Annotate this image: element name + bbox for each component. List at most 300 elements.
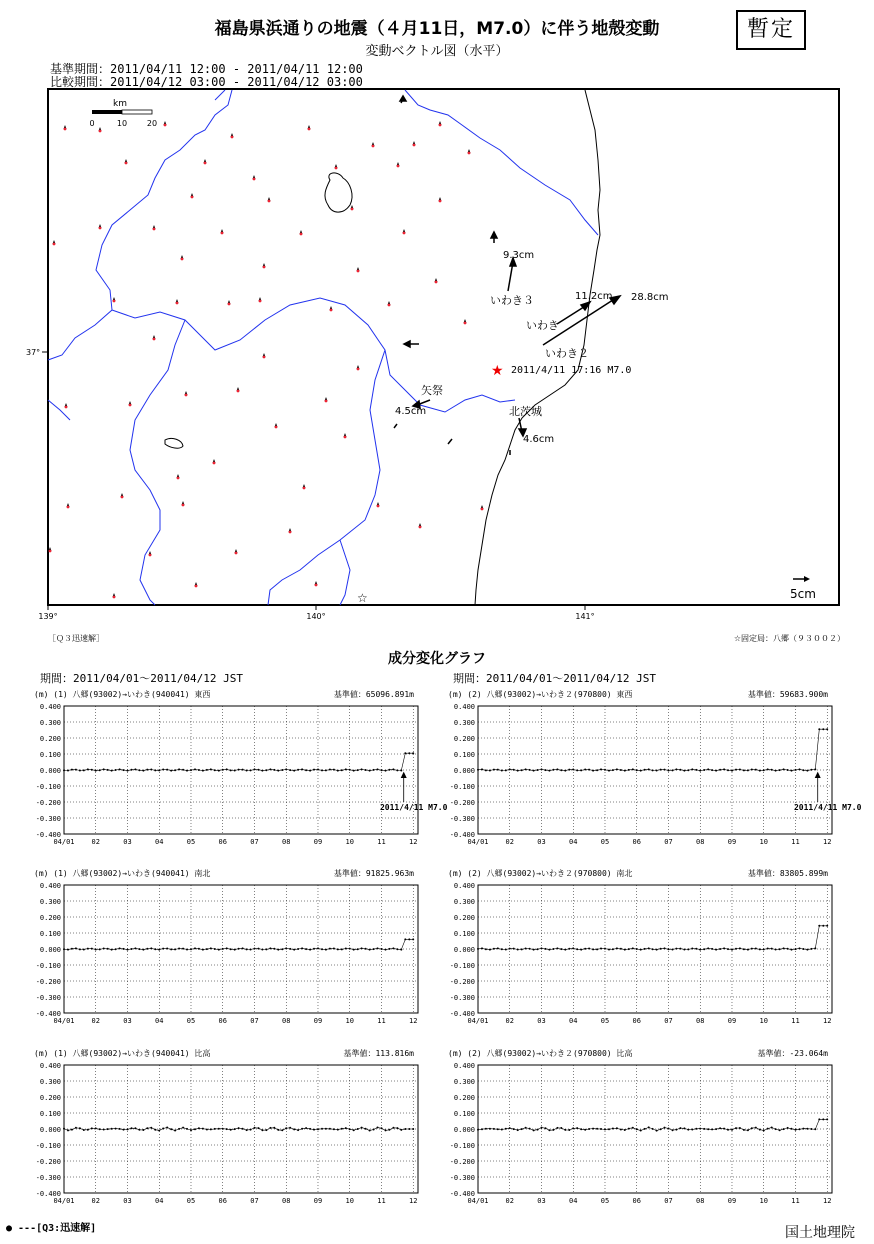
data-point [572, 947, 574, 949]
data-point [644, 1128, 646, 1130]
y-tick-label: 0.400 [453, 882, 475, 890]
station-dot [351, 208, 354, 211]
data-point [703, 769, 705, 771]
data-point [691, 768, 693, 770]
data-point [779, 948, 781, 950]
data-point [763, 948, 765, 950]
data-point [202, 770, 204, 772]
data-point [822, 925, 824, 927]
data-point [505, 769, 507, 771]
data-point [289, 1127, 291, 1129]
data-point [329, 948, 331, 950]
data-point [822, 728, 824, 730]
station-dot [325, 400, 328, 403]
data-point [103, 768, 105, 770]
data-point [301, 1128, 303, 1130]
x-tick-label: 10 [345, 838, 354, 846]
data-point [489, 949, 491, 951]
chart-reference-value: 基準値：113.816m [343, 1049, 414, 1058]
data-point [293, 1128, 295, 1130]
data-point [63, 948, 65, 950]
svg-text:139°: 139° [38, 612, 58, 621]
data-point [668, 1128, 670, 1130]
y-tick-label: 0.400 [453, 1062, 475, 1070]
data-point [747, 949, 749, 951]
data-point [628, 948, 630, 950]
data-point [636, 769, 638, 771]
data-point [412, 752, 414, 754]
svg-text:0: 0 [89, 119, 95, 128]
data-point [373, 948, 375, 950]
data-point [533, 949, 535, 951]
data-point [592, 948, 594, 950]
data-point [95, 770, 97, 772]
data-point [723, 768, 725, 770]
data-point [632, 947, 634, 949]
data-point [481, 768, 483, 770]
data-point [624, 949, 626, 951]
data-point [727, 769, 729, 771]
chart-iwaki2-ns [444, 865, 844, 1025]
data-point [123, 769, 125, 771]
data-point [337, 948, 339, 950]
epicenter-star-icon: ★ [491, 363, 504, 379]
station-dot [129, 404, 132, 407]
data-point [600, 1128, 602, 1130]
data-point [485, 1128, 487, 1130]
y-tick-label: -0.400 [449, 1010, 475, 1018]
data-point [719, 1127, 721, 1129]
data-point [182, 948, 184, 950]
data-point [584, 948, 586, 950]
data-point [687, 1129, 689, 1131]
data-point [529, 1128, 531, 1130]
data-point [111, 770, 113, 772]
data-point [608, 770, 610, 772]
data-point [277, 949, 279, 951]
y-tick-label: -0.200 [35, 1158, 61, 1166]
chart-title: (m) (1) 八郷(93002)→いわき(940041) 南北 [34, 869, 211, 878]
data-point [588, 948, 590, 950]
data-point [154, 1129, 156, 1131]
data-point [501, 1129, 503, 1131]
data-point [206, 769, 208, 771]
data-point [489, 1128, 491, 1130]
data-point [767, 948, 769, 950]
station-dot [330, 309, 333, 312]
data-point [194, 1128, 196, 1130]
y-tick-label: 0.200 [453, 735, 475, 743]
data-point [222, 948, 224, 950]
station-dot [228, 303, 231, 306]
data-point [198, 769, 200, 771]
x-tick-label: 06 [632, 1197, 641, 1205]
data-point [373, 769, 375, 771]
graphs-title: 成分変化グラフ [388, 651, 486, 667]
data-point [612, 1128, 614, 1130]
y-tick-label: 0.100 [453, 930, 475, 938]
data-point [281, 769, 283, 771]
data-point [87, 768, 89, 770]
data-point [588, 769, 590, 771]
data-point [258, 948, 260, 950]
station-dot [204, 162, 207, 165]
data-point [170, 770, 172, 772]
data-point [400, 770, 402, 772]
y-tick-label: 0.200 [453, 914, 475, 922]
data-point [477, 948, 479, 950]
data-point [652, 1128, 654, 1130]
x-tick-label: 11 [791, 838, 800, 846]
data-point [250, 1129, 252, 1131]
chart-title: (m) (2) 八郷(93002)→いわき２(970800) 南北 [448, 869, 633, 878]
x-tick-label: 12 [823, 1197, 832, 1205]
station-dot [235, 552, 238, 555]
y-tick-label: 0.100 [39, 1110, 61, 1118]
data-point [281, 1129, 283, 1131]
chart-reference-value: 基準値：83805.899m [747, 869, 828, 878]
station-dot [64, 128, 67, 131]
data-point [763, 769, 765, 771]
data-point [333, 948, 335, 950]
data-point [588, 1128, 590, 1130]
data-point [305, 1127, 307, 1129]
station-dot [388, 304, 391, 307]
chart-reference-value: 基準値：65096.891m [333, 690, 414, 699]
annotation-label: 2011/4/11 M7.0 [793, 803, 862, 812]
station-disp-yamatsuri: 4.5cm [395, 406, 427, 417]
data-point [505, 1128, 507, 1130]
x-tick-label: 04/01 [467, 1197, 489, 1205]
data-point [222, 769, 224, 771]
data-point [321, 1128, 323, 1130]
data-point [759, 1129, 761, 1131]
data-point [265, 769, 267, 771]
data-point [668, 948, 670, 950]
data-point [369, 1130, 371, 1132]
data-point [596, 948, 598, 950]
x-tick-label: 04/01 [53, 1197, 75, 1205]
station-dot [221, 232, 224, 235]
data-point [254, 1127, 256, 1129]
data-point [747, 769, 749, 771]
data-point [767, 1128, 769, 1130]
data-point [313, 948, 315, 950]
data-point [564, 1129, 566, 1131]
x-tick-label: 08 [282, 1197, 291, 1205]
y-tick-label: -0.300 [35, 994, 61, 1002]
data-point [385, 1129, 387, 1131]
data-point [783, 768, 785, 770]
data-point [385, 770, 387, 772]
data-point [576, 948, 578, 950]
data-point [134, 947, 136, 949]
data-point [396, 1127, 398, 1129]
data-point [580, 1128, 582, 1130]
data-point [525, 1127, 527, 1129]
data-point [683, 1127, 685, 1129]
x-tick-label: 02 [91, 1197, 100, 1205]
data-point [814, 947, 816, 949]
y-tick-label: 0.100 [39, 930, 61, 938]
station-dot [464, 322, 467, 325]
data-point [265, 948, 267, 950]
data-point [513, 948, 515, 950]
data-point [250, 769, 252, 771]
data-point [317, 769, 319, 771]
data-point [552, 948, 554, 950]
data-point [95, 1127, 97, 1129]
y-tick-label: 0.300 [453, 898, 475, 906]
data-point [596, 1128, 598, 1130]
data-point [214, 1128, 216, 1130]
data-point [285, 1127, 287, 1129]
compare-period: 比較期間：2011/04/12 03:00 - 2011/04/12 03:00 [50, 75, 363, 89]
y-tick-label: -0.100 [449, 1142, 475, 1150]
x-tick-label: 04/01 [467, 1017, 489, 1025]
data-point [556, 1127, 558, 1129]
data-point [501, 948, 503, 950]
data-point [325, 769, 327, 771]
data-point [604, 769, 606, 771]
station-dot [357, 270, 360, 273]
station-name-iwaki3: いわき３ [490, 294, 534, 307]
data-point [321, 769, 323, 771]
data-point [703, 948, 705, 950]
data-point [158, 949, 160, 951]
x-tick-label: 03 [123, 1197, 132, 1205]
fixed-station-note: ☆固定局：八郷（９３００２） [733, 634, 845, 643]
data-point [489, 770, 491, 772]
data-point [537, 769, 539, 771]
y-tick-label: -0.400 [449, 831, 475, 839]
data-point [751, 948, 753, 950]
station-dot [344, 436, 347, 439]
data-point [71, 1129, 73, 1131]
data-point [699, 949, 701, 951]
data-point [285, 947, 287, 949]
data-point [481, 1128, 483, 1130]
x-tick-label: 11 [377, 1197, 386, 1205]
data-point [162, 1128, 164, 1130]
x-tick-label: 04 [569, 1017, 578, 1025]
data-point [739, 1127, 741, 1129]
data-point [361, 768, 363, 770]
data-point [743, 769, 745, 771]
data-point [174, 1130, 176, 1132]
chart-title: (m) (1) 八郷(93002)→いわき(940041) 比高 [34, 1049, 211, 1058]
data-point [87, 1129, 89, 1131]
station-dot [263, 356, 266, 359]
data-point [791, 949, 793, 951]
data-point [743, 1129, 745, 1131]
data-point [672, 769, 674, 771]
data-point [67, 770, 69, 772]
data-point [497, 1128, 499, 1130]
data-point [301, 947, 303, 949]
station-dot [259, 300, 262, 303]
y-tick-label: -0.300 [35, 815, 61, 823]
x-tick-label: 03 [537, 1017, 546, 1025]
data-point [297, 1129, 299, 1131]
data-point [238, 948, 240, 950]
station-dot [315, 584, 318, 587]
data-point [537, 1129, 539, 1131]
data-point [660, 769, 662, 771]
x-tick-label: 08 [696, 1017, 705, 1025]
data-point [795, 948, 797, 950]
data-point [305, 948, 307, 950]
data-point [652, 948, 654, 950]
x-tick-label: 12 [409, 838, 418, 846]
y-tick-label: -0.200 [35, 978, 61, 986]
data-point [345, 1127, 347, 1129]
chart-reference-value: 基準値：91825.963m [333, 869, 414, 878]
y-tick-label: -0.200 [449, 799, 475, 807]
data-point [735, 1127, 737, 1129]
data-point [67, 949, 69, 951]
chart-reference-value: 基準値：-23.064m [757, 1049, 828, 1058]
data-point [763, 1130, 765, 1132]
data-point [683, 949, 685, 951]
y-tick-label: 0.100 [453, 751, 475, 759]
data-point [818, 925, 820, 927]
data-point [795, 769, 797, 771]
data-point [127, 770, 129, 772]
data-point [261, 1129, 263, 1131]
data-point [771, 769, 773, 771]
data-point [293, 949, 295, 951]
data-point [190, 769, 192, 771]
data-point [365, 948, 367, 950]
data-point [111, 949, 113, 951]
data-point [564, 949, 566, 951]
x-tick-label: 08 [696, 1197, 705, 1205]
data-point [218, 1128, 220, 1130]
data-point [127, 949, 129, 951]
station-dot [357, 368, 360, 371]
y-tick-label: 0.000 [39, 767, 61, 775]
data-point [341, 948, 343, 950]
data-point [751, 769, 753, 771]
y-tick-label: 0.400 [453, 703, 475, 711]
data-point [190, 1129, 192, 1131]
x-tick-label: 05 [600, 1017, 610, 1025]
provisional-badge: 暫定 [736, 10, 806, 50]
data-point [254, 768, 256, 770]
data-point [799, 1128, 801, 1130]
svg-text:10: 10 [116, 119, 128, 128]
x-tick-label: 09 [727, 1017, 737, 1025]
data-point [715, 1128, 717, 1130]
x-tick-label: 06 [218, 1197, 227, 1205]
data-point [818, 728, 820, 730]
y-tick-label: 0.300 [453, 1078, 475, 1086]
data-point [317, 947, 319, 949]
data-point [806, 770, 808, 772]
data-point [537, 948, 539, 950]
data-point [142, 770, 144, 772]
data-point [771, 948, 773, 950]
data-point [576, 1127, 578, 1129]
data-point [548, 1129, 550, 1131]
data-point [517, 1129, 519, 1131]
data-point [779, 769, 781, 771]
station-dot [263, 266, 266, 269]
data-point [349, 769, 351, 771]
data-point [357, 769, 359, 771]
data-point [513, 769, 515, 771]
station-dot [164, 124, 167, 127]
data-point [222, 1128, 224, 1130]
data-point [675, 948, 677, 950]
data-point [226, 1128, 228, 1130]
data-point [783, 947, 785, 949]
data-point [672, 949, 674, 951]
data-point [620, 769, 622, 771]
data-point [103, 1129, 105, 1131]
data-point [67, 1129, 69, 1131]
data-point [556, 947, 558, 949]
x-tick-label: 09 [727, 1197, 737, 1205]
data-point [616, 768, 618, 770]
data-point [170, 948, 172, 950]
data-point [206, 1129, 208, 1131]
data-point [91, 1127, 93, 1129]
data-point [269, 768, 271, 770]
data-point [269, 947, 271, 949]
y-tick-label: -0.400 [35, 831, 61, 839]
data-point [517, 770, 519, 772]
data-point [166, 769, 168, 771]
station-dot [372, 145, 375, 148]
data-point [791, 770, 793, 772]
data-point [604, 1128, 606, 1130]
data-point [75, 1127, 77, 1129]
x-tick-label: 03 [537, 1197, 546, 1205]
data-point [111, 1128, 113, 1130]
data-point [258, 769, 260, 771]
station-dot [253, 178, 256, 181]
data-point [560, 769, 562, 771]
data-point [381, 948, 383, 950]
data-point [119, 1128, 121, 1130]
data-point [377, 768, 379, 770]
y-tick-label: 0.000 [39, 946, 61, 954]
data-point [691, 948, 693, 950]
data-point [119, 947, 121, 949]
data-point [242, 947, 244, 949]
y-tick-label: 0.000 [453, 767, 475, 775]
data-point [513, 1128, 515, 1130]
data-point [103, 948, 105, 950]
footer-organization: 国土地理院 [785, 1225, 855, 1241]
data-point [400, 1129, 402, 1131]
y-tick-label: 0.200 [39, 735, 61, 743]
annotation-label: 2011/4/11 M7.0 [379, 803, 448, 812]
data-point [775, 1128, 777, 1130]
y-tick-label: -0.100 [35, 783, 61, 791]
station-disp-iwaki3: 9.3cm [503, 250, 535, 261]
data-point [560, 948, 562, 950]
y-tick-label: -0.100 [449, 783, 475, 791]
x-tick-label: 08 [282, 838, 291, 846]
data-point [162, 769, 164, 771]
data-point [301, 768, 303, 770]
data-point [71, 948, 73, 950]
data-point [365, 1128, 367, 1130]
data-point [392, 1127, 394, 1129]
